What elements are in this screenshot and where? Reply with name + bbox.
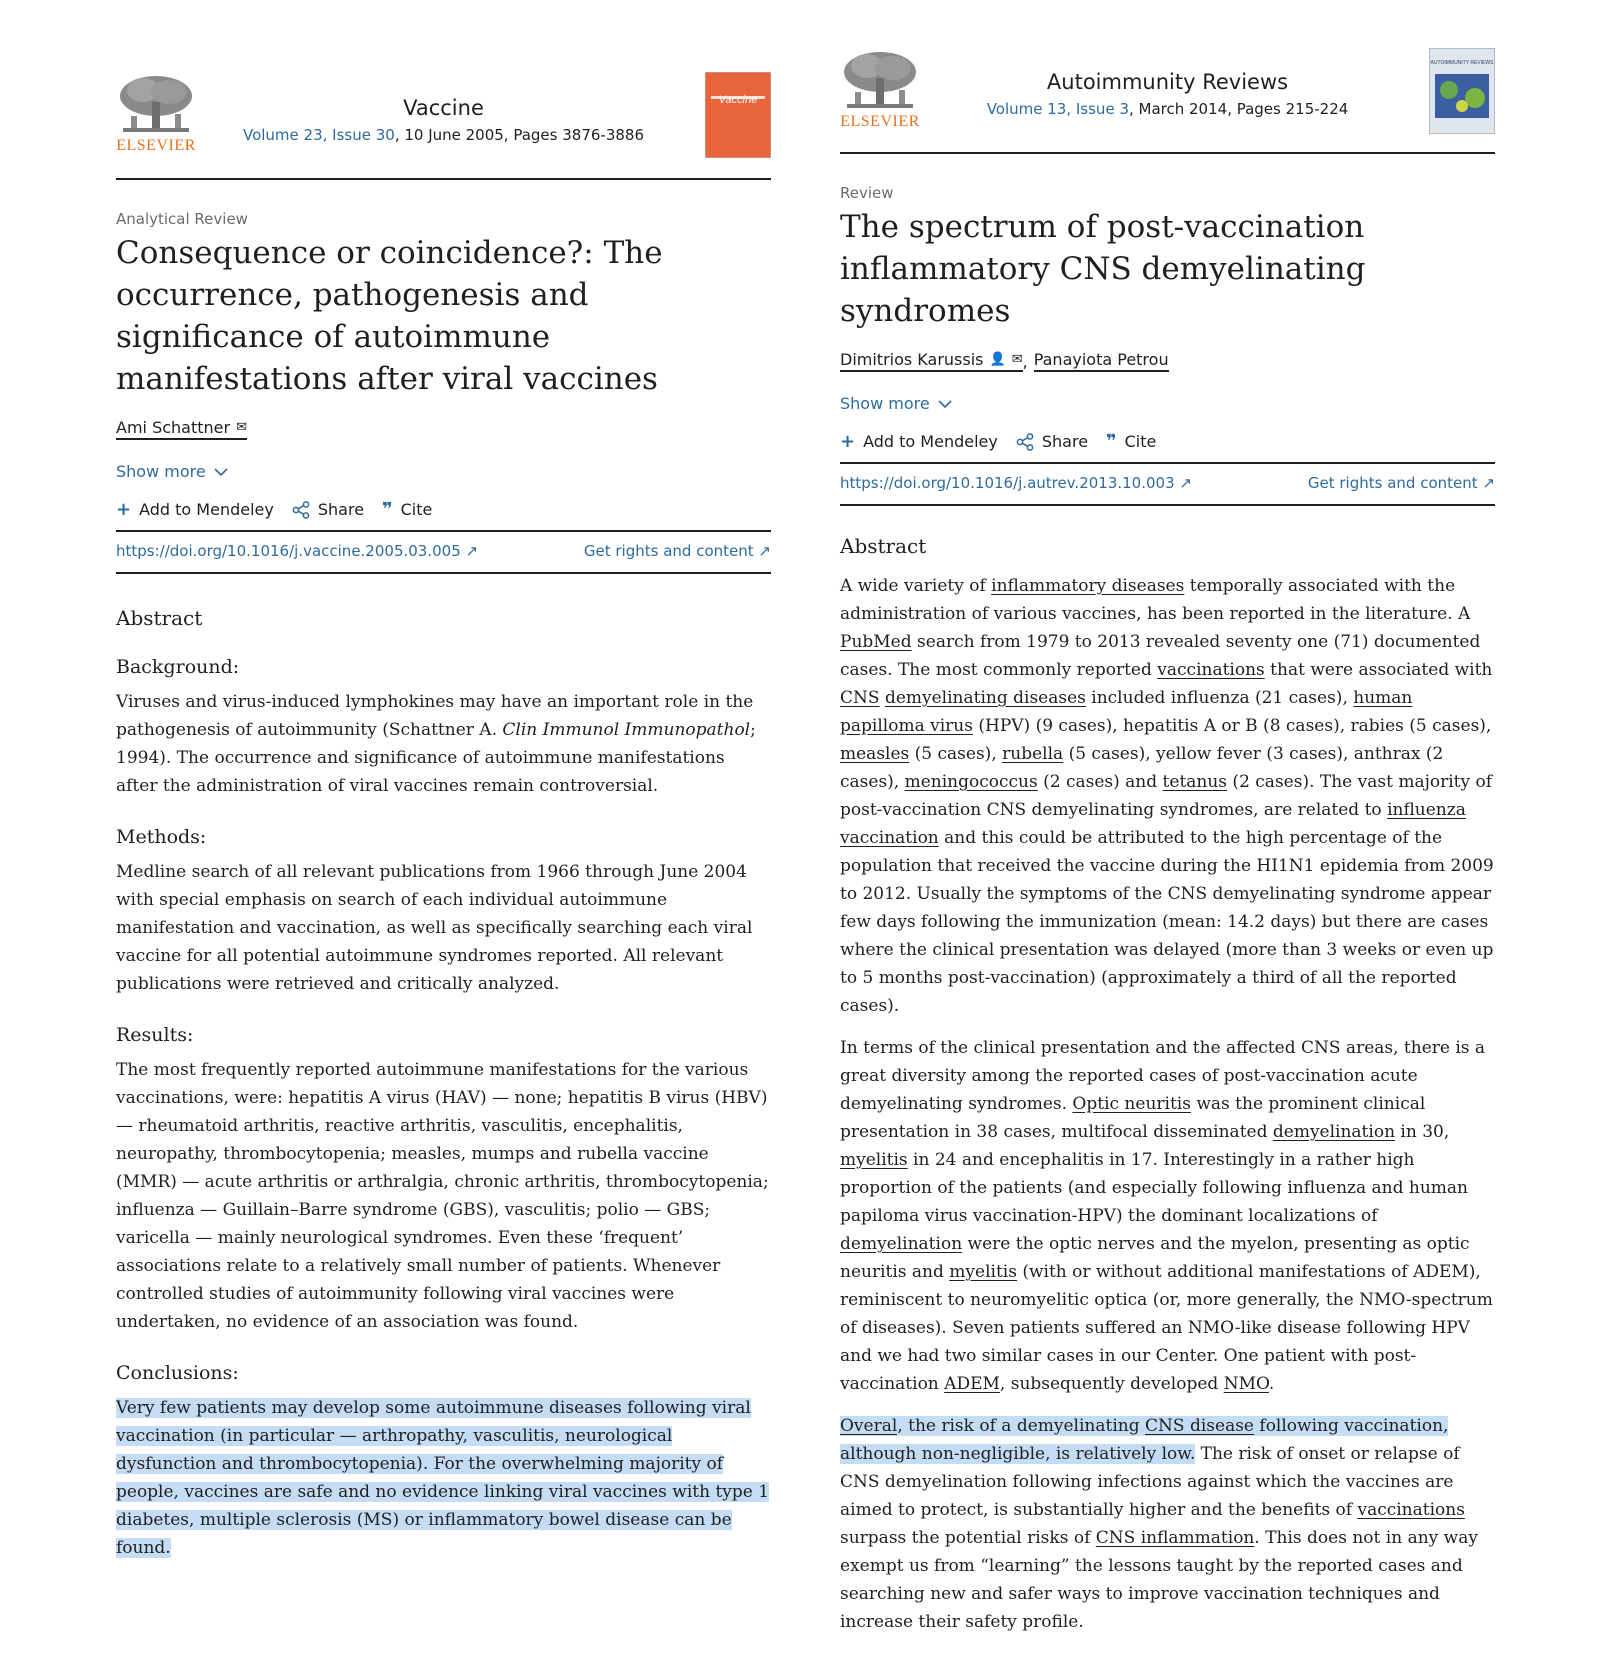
text-run: (with or without additional manifestations of ADEM), reminiscent to neuromyelitic optica (or, more generally, the NMO-spectrum of diseases). Seven patients suffered an NMO-like disease following HPV and we had two similar cases in our Center. One patient with post-vaccination bbox=[840, 1262, 1493, 1394]
highlighted-text[interactable]: following vaccination, although non-negligible, is relatively low. bbox=[840, 1416, 1449, 1464]
person-icon: 👤 bbox=[989, 352, 1006, 367]
author-name: Ami Schattner bbox=[116, 418, 231, 437]
text-run: . bbox=[1268, 1374, 1275, 1394]
vaccine-cover-image bbox=[705, 72, 771, 158]
elsevier-tree-logo bbox=[117, 72, 195, 138]
background-heading: Background: bbox=[116, 656, 240, 678]
text-run: were the optic nerves and the myelon, presenting as optic neuritis and bbox=[840, 1234, 1470, 1282]
term-link[interactable]: Optic neuritis bbox=[1072, 1094, 1191, 1114]
term-link[interactable]: meningococcus bbox=[904, 772, 1038, 792]
journal-name[interactable]: Vaccine bbox=[403, 96, 484, 120]
text-run: included influenza (21 cases), bbox=[1085, 688, 1354, 708]
elsevier-logo[interactable] bbox=[840, 48, 920, 130]
autoimmunity-cover-image bbox=[1429, 48, 1495, 134]
doi-row bbox=[840, 464, 1495, 506]
rights-text: Get rights and content bbox=[1307, 474, 1478, 492]
doi-row bbox=[116, 532, 771, 574]
text-run: (2 cases) and bbox=[1037, 772, 1163, 792]
rights-link[interactable] bbox=[584, 542, 771, 560]
highlighted-term-link[interactable]: Overal bbox=[840, 1416, 898, 1436]
text-run: (5 cases), yellow fever (3 cases), anthrax (2 cases), bbox=[840, 744, 1444, 792]
text-run: (5 cases), bbox=[909, 744, 1003, 764]
conclusions-text bbox=[116, 1394, 771, 1562]
term-link[interactable]: PubMed bbox=[840, 632, 912, 652]
term-link[interactable]: inflammatory diseases bbox=[991, 576, 1185, 596]
abstract-paragraph-1 bbox=[840, 572, 1495, 1020]
cite-button[interactable] bbox=[382, 499, 432, 520]
article-type: Analytical Review bbox=[116, 210, 248, 228]
term-link[interactable]: vaccinations bbox=[1157, 660, 1265, 680]
term-link[interactable]: CNS bbox=[840, 688, 880, 708]
term-link[interactable]: demyelination bbox=[840, 1234, 963, 1254]
author-list bbox=[840, 350, 1495, 372]
show-more-button[interactable] bbox=[840, 394, 1495, 413]
envelope-icon: ✉ bbox=[1011, 352, 1023, 367]
cover-title: AUTOIMMUNITY REVIEWS bbox=[1430, 60, 1494, 66]
background-text bbox=[116, 688, 771, 800]
journal-info bbox=[206, 96, 681, 144]
author-separator: , bbox=[1022, 351, 1028, 371]
elsevier-tree-logo bbox=[841, 48, 919, 114]
background-text-a: Viruses and virus-induced lymphokines may have an important role in the pathogenesis of autoimmunity (Schattner A. bbox=[116, 692, 754, 740]
external-arrow-icon: ↗ bbox=[1179, 474, 1192, 492]
results-heading: Results: bbox=[116, 1024, 194, 1046]
share-icon bbox=[292, 501, 310, 519]
show-more-label: Show more bbox=[840, 394, 930, 413]
methods-heading: Methods: bbox=[116, 826, 207, 848]
plus-icon: + bbox=[840, 431, 856, 452]
text-run: (HPV) (9 cases), hepatitis A or B (8 cases), rabies (5 cases), bbox=[972, 716, 1492, 736]
rights-text: Get rights and content bbox=[583, 542, 754, 560]
doi-text: https://doi.org/10.1016/j.autrev.2013.10.003 bbox=[840, 474, 1175, 492]
chevron-down-icon bbox=[214, 467, 228, 477]
article-left bbox=[116, 0, 771, 1562]
background-journal-ref: Clin Immunol Immunopathol bbox=[502, 720, 751, 740]
volume-link[interactable]: Volume 23, Issue 30 bbox=[242, 126, 395, 144]
highlighted-term-link[interactable]: CNS disease bbox=[1145, 1416, 1254, 1436]
abstract-heading: Abstract bbox=[840, 534, 927, 558]
cite-label: Cite bbox=[1124, 432, 1157, 451]
term-link[interactable]: vaccinations bbox=[1357, 1500, 1465, 1520]
text-run: in 24 and encephalitis in 17. Interestingly in a rather high proportion of the patients (and especially following influenza and human papiloma virus vaccination-HPV) the dominant localizations of bbox=[840, 1150, 1468, 1226]
text-run: search from 1979 to 2013 revealed seventy one (71) documented cases. The most commonly reported bbox=[840, 632, 1481, 680]
abstract-heading: Abstract bbox=[116, 606, 203, 630]
term-link[interactable]: human papilloma virus bbox=[840, 688, 1413, 736]
author-name: Dimitrios Karussis bbox=[840, 350, 984, 369]
elsevier-wordmark: ELSEVIER bbox=[116, 137, 196, 154]
article-actions bbox=[840, 431, 1495, 464]
author-list bbox=[116, 418, 771, 440]
text-run: (2 cases). The vast majority of post-vaccination CNS demyelinating syndromes, are related to bbox=[840, 772, 1493, 820]
term-link[interactable]: demyelination bbox=[1272, 1122, 1396, 1142]
mendeley-label: Add to Mendeley bbox=[139, 500, 274, 519]
term-link[interactable]: influenza vaccination bbox=[840, 800, 1466, 848]
elsevier-wordmark: ELSEVIER bbox=[840, 113, 920, 130]
term-link[interactable]: ADEM bbox=[944, 1374, 1000, 1394]
external-arrow-icon: ↗ bbox=[465, 542, 479, 560]
text-run: . This does not in any way exempt us from “learning” the lessons taught by the reported cases and searching new and safer ways to improve vaccination techniques and increase their safety profile. bbox=[840, 1528, 1478, 1632]
share-button[interactable] bbox=[1016, 432, 1088, 451]
cite-button[interactable] bbox=[1106, 431, 1156, 452]
journal-meta bbox=[930, 100, 1405, 118]
show-more-button[interactable] bbox=[116, 462, 771, 481]
add-to-mendeley-button[interactable] bbox=[840, 431, 998, 452]
term-link[interactable]: tetanus bbox=[1162, 772, 1228, 792]
plus-icon: + bbox=[116, 499, 132, 520]
show-more-label: Show more bbox=[116, 462, 206, 481]
share-icon bbox=[1016, 433, 1034, 451]
background-text-b: ; 1994). The occurrence and significance of autoimmune manifestations after the administration of viral vaccines remain controversial. bbox=[116, 720, 756, 796]
highlighted-text[interactable]: Very few patients may develop some autoimmune diseases following viral vaccination (in particular — arthropathy, vasculitis, neurological dysfunction and thrombocytopenia). For the overwhelming majority of people, vaccines are safe and no evidence linking viral vaccines with type 1 diabetes, multiple sclerosis (MS) or inflammatory bowel disease can be found. bbox=[116, 1398, 770, 1558]
results-text: The most frequently reported autoimmune manifestations for the various vaccinations, were: hepatitis A virus (HAV) — none; hepatitis B virus (HBV) — rheumatoid arthritis, reactive arthritis, vasculitis, encephalitis, neuropathy, thrombocytopenia; measles, mumps and rubella vaccine (MMR) — acute arthritis or arthralgia, chronic arthritis, thrombocytopenia; influenza — Guillain–Barre syndrome (GBS), vasculitis; polio — GBS; varicella — mainly neurological syndromes. Even these ‘frequent’ associations relate to a relatively small number of patients. Whenever controlled studies of autoimmunity following viral vaccines were undertaken, no evidence of an association was found. bbox=[116, 1060, 769, 1332]
term-link[interactable]: demyelinating diseases bbox=[884, 688, 1086, 708]
term-link[interactable]: myelitis bbox=[949, 1262, 1017, 1282]
cite-label: Cite bbox=[400, 500, 433, 519]
share-label: Share bbox=[317, 500, 365, 519]
text-run: A wide variety of bbox=[840, 576, 992, 596]
text-run: , subsequently developed bbox=[999, 1374, 1224, 1394]
journal-cover[interactable] bbox=[705, 72, 771, 163]
article-right bbox=[840, 0, 1495, 1655]
rights-link[interactable] bbox=[1308, 474, 1495, 492]
term-link[interactable]: measles bbox=[840, 744, 910, 764]
article-title: The spectrum of post-vaccination inflammatory CNS demyelinating syndromes bbox=[840, 209, 1366, 329]
share-button[interactable] bbox=[292, 500, 364, 519]
author-name: Panayiota Petrou bbox=[1033, 350, 1169, 369]
volume-link[interactable]: Volume 13, Issue 3 bbox=[986, 100, 1129, 118]
term-link[interactable]: rubella bbox=[1002, 744, 1064, 764]
journal-cover[interactable] bbox=[1429, 48, 1495, 139]
doi-text: https://doi.org/10.1016/j.vaccine.2005.03.005 bbox=[116, 542, 461, 560]
share-label: Share bbox=[1041, 432, 1089, 451]
text-run: temporally associated with the administration of various vaccines, has been reported in the literature. A bbox=[840, 576, 1471, 624]
date-pages: , March 2014, Pages 215-224 bbox=[1128, 100, 1349, 118]
text-run: The risk of onset or relapse of CNS demyelination following infections against which the vaccines are aimed to protect, is substantially higher and the benefits of bbox=[840, 1444, 1460, 1520]
journal-meta bbox=[206, 126, 681, 144]
text-run: was the prominent clinical presentation in 38 cases, multifocal disseminated bbox=[840, 1094, 1426, 1142]
author-link[interactable] bbox=[1034, 350, 1169, 372]
article-type: Review bbox=[840, 184, 894, 202]
envelope-icon: ✉ bbox=[236, 420, 247, 435]
journal-header bbox=[840, 44, 1495, 154]
text-run: and this could be attributed to the high percentage of the population that received the vaccine during the HI1N1 epidemia from 2009 to 2012. Usually the symptoms of the CNS demyelinating syndrome appear few days following the immunization (mean: 14.2 days) but there are cases where the clinical presentation was delayed (more than 3 weeks or even up to 5 months post-vaccination) (approximately a third of all the reported cases). bbox=[840, 828, 1494, 1016]
conclusions-heading: Conclusions: bbox=[116, 1362, 239, 1384]
author-link[interactable] bbox=[840, 350, 1023, 372]
journal-header bbox=[116, 68, 771, 180]
text-run: that were associated with bbox=[1264, 660, 1493, 680]
term-link[interactable]: NMO bbox=[1223, 1374, 1269, 1394]
term-link[interactable]: myelitis bbox=[840, 1150, 908, 1170]
highlighted-text[interactable]: , the risk of a demyelinating bbox=[897, 1416, 1146, 1436]
abstract-paragraph-2 bbox=[840, 1034, 1495, 1398]
text-run: in 30, bbox=[1395, 1122, 1450, 1142]
abstract-paragraph-3 bbox=[840, 1412, 1495, 1636]
article-title: Consequence or coincidence?: The occurrence, pathogenesis and significance of autoimmune manifestations after viral vaccines bbox=[116, 235, 663, 397]
external-arrow-icon: ↗ bbox=[1482, 474, 1495, 492]
doi-link[interactable] bbox=[840, 474, 1192, 492]
term-link[interactable]: CNS inflammation bbox=[1095, 1528, 1255, 1548]
text-run: In terms of the clinical presentation and the affected CNS areas, there is a great diversity among the reported cases of post-vaccination acute demyelinating syndromes. bbox=[840, 1038, 1486, 1114]
journal-name[interactable]: Autoimmunity Reviews bbox=[1046, 70, 1289, 94]
methods-text: Medline search of all relevant publications from 1966 through June 2004 with special emphasis on search of each individual autoimmune manifestation and vaccination, as well as specifically searching each viral vaccine for all potential autoimmune syndromes reported. All relevant publications were retrieved and critically analyzed. bbox=[116, 862, 753, 994]
quote-icon: ❞ bbox=[382, 499, 393, 520]
chevron-down-icon bbox=[938, 399, 952, 409]
date-pages: , 10 June 2005, Pages 3876-3886 bbox=[394, 126, 645, 144]
author-link[interactable] bbox=[116, 418, 247, 440]
elsevier-logo[interactable] bbox=[116, 72, 196, 154]
doi-link[interactable] bbox=[116, 542, 478, 560]
mendeley-label: Add to Mendeley bbox=[863, 432, 998, 451]
add-to-mendeley-button[interactable] bbox=[116, 499, 274, 520]
cover-title: Vaccine bbox=[718, 94, 758, 106]
text-run: surpass the potential risks of bbox=[840, 1528, 1096, 1548]
article-actions bbox=[116, 499, 771, 532]
journal-info bbox=[930, 70, 1405, 118]
external-arrow-icon: ↗ bbox=[758, 542, 771, 560]
quote-icon: ❞ bbox=[1106, 431, 1117, 452]
